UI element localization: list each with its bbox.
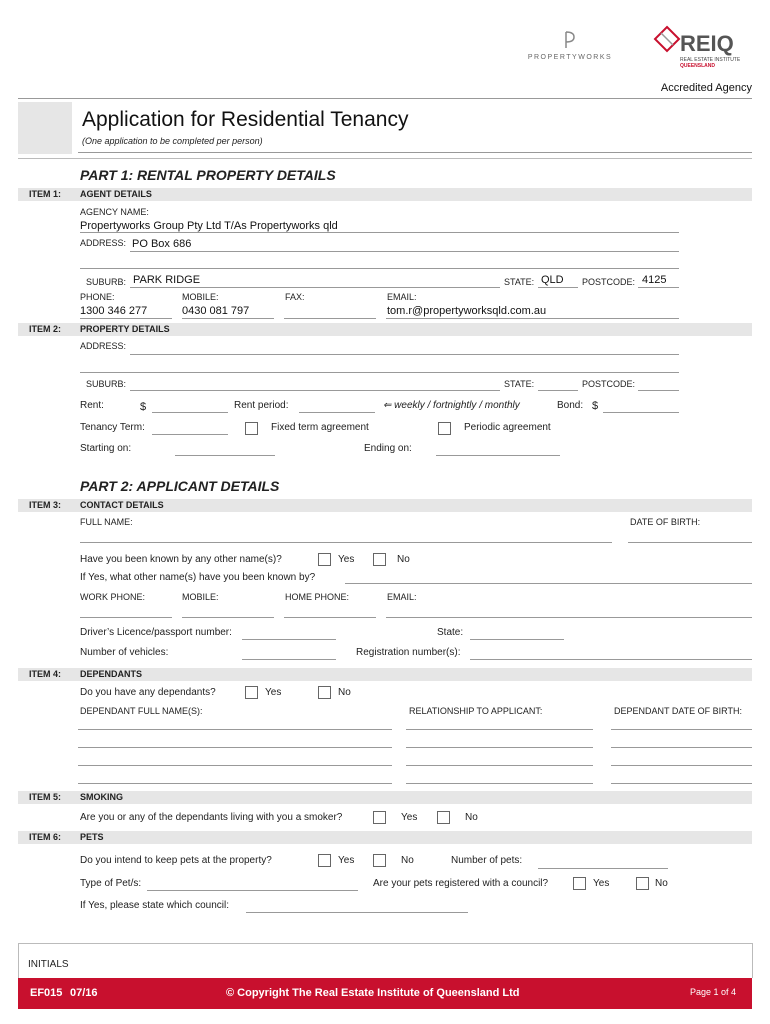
other-names-yes-checkbox[interactable] [318, 553, 331, 566]
dependant-name-line-3[interactable] [78, 765, 392, 766]
state-value[interactable]: QLD [541, 274, 564, 286]
propertyworks-logo [520, 30, 620, 61]
work-phone-label: WORK PHONE: [80, 592, 146, 602]
council-label: If Yes, please state which council: [80, 900, 229, 911]
item6-heading: PETS [80, 832, 104, 842]
initials-field[interactable] [80, 950, 750, 976]
fax-line[interactable] [284, 318, 376, 319]
suburb-label: SUBURB: [86, 277, 127, 287]
dependants-yes-checkbox[interactable] [245, 686, 258, 699]
licence-state-label: State: [437, 627, 464, 638]
council-line[interactable] [246, 912, 468, 913]
other-names-no-checkbox[interactable] [373, 553, 386, 566]
other-names-line[interactable] [345, 583, 752, 584]
title-rule-2 [18, 158, 752, 159]
other-names-no-label: No [397, 554, 410, 565]
dependants-question: Do you have any dependants? [80, 687, 216, 698]
item4-label: ITEM 4: [18, 668, 72, 681]
full-name-line[interactable] [80, 542, 612, 543]
smoker-no-checkbox[interactable] [437, 811, 450, 824]
pet-type-line[interactable] [147, 890, 358, 891]
page-number: Page 1 of 4 [690, 987, 737, 997]
dependant-dob-line-3[interactable] [611, 765, 752, 766]
property-postcode-line[interactable] [638, 390, 679, 391]
home-phone-line[interactable] [284, 617, 376, 618]
periodic-checkbox[interactable] [438, 422, 451, 435]
property-suburb-line[interactable] [130, 390, 500, 391]
vehicles-line[interactable] [242, 659, 336, 660]
mobile-line [182, 318, 274, 319]
suburb-value[interactable]: PARK RIDGE [133, 274, 201, 286]
pets-no-label: No [401, 855, 414, 866]
tenancy-term-label: Tenancy Term: [80, 422, 145, 433]
licence-label: Driver’s Licence/passport number: [80, 627, 232, 638]
mobile-value[interactable]: 0430 081 797 [182, 305, 250, 317]
pets-registered-no-label: No [655, 878, 668, 889]
postcode-label: POSTCODE: [582, 277, 636, 287]
dependants-no-checkbox[interactable] [318, 686, 331, 699]
dob-line[interactable] [628, 542, 752, 543]
dependant-dob-line-4[interactable] [611, 783, 752, 784]
ending-on-label: Ending on: [364, 443, 412, 454]
form-date: 07/16 [70, 987, 98, 999]
starting-on-line[interactable] [175, 455, 275, 456]
rent-period-label: Rent period: [234, 400, 289, 411]
property-address-label: ADDRESS: [80, 341, 127, 351]
item5-heading: SMOKING [80, 792, 124, 802]
applicant-email-line[interactable] [386, 617, 752, 618]
pets-question: Do you intend to keep pets at the property? [80, 855, 272, 866]
page-subtitle: (One application to be completed per person) [82, 136, 263, 146]
dependant-dob-col: DEPENDANT DATE OF BIRTH: [614, 706, 743, 716]
state-line [538, 287, 578, 288]
other-names-question: Have you been known by any other name(s)? [80, 554, 282, 565]
postcode-line [638, 287, 679, 288]
form-code: EF015 [30, 987, 63, 999]
agency-name-label: AGENCY NAME: [80, 207, 149, 217]
address-line-2 [80, 268, 679, 269]
item2-label: ITEM 2: [18, 323, 72, 336]
postcode-value[interactable]: 4125 [642, 274, 667, 286]
email-value[interactable]: tom.r@propertyworksqld.com.au [387, 305, 547, 317]
other-names-yes-label: Yes [338, 554, 355, 565]
dependant-relationship-line-3[interactable] [406, 765, 593, 766]
dependant-name-line-1[interactable] [78, 729, 392, 730]
licence-line[interactable] [242, 639, 336, 640]
page-title: Application for Residential Tenancy [82, 108, 409, 131]
reiq-logo-text: REIQ [680, 31, 734, 56]
dependants-no-label: No [338, 687, 351, 698]
accredited-agency: Accredited Agency [660, 82, 752, 94]
header-rule [18, 98, 752, 99]
dependants-yes-label: Yes [265, 687, 282, 698]
property-state-line[interactable] [538, 390, 578, 391]
reiq-diamond-icon [652, 25, 682, 55]
dependant-name-col: DEPENDANT FULL NAME(S): [80, 706, 203, 716]
item4-heading: DEPENDANTS [80, 669, 143, 679]
pet-type-label: Type of Pet/s: [80, 878, 142, 889]
registration-line[interactable] [470, 659, 752, 660]
suburb-line [130, 287, 500, 288]
smoker-yes-label: Yes [401, 812, 418, 823]
phone-label: PHONE: [80, 292, 115, 302]
licence-state-line[interactable] [470, 639, 564, 640]
email-line [386, 318, 679, 319]
propertyworks-logo-text: PROPERTYWORKS [527, 54, 613, 61]
footer-right-rule [752, 943, 753, 978]
pets-no-checkbox[interactable] [373, 854, 386, 867]
fixed-term-label: Fixed term agreement [271, 422, 369, 433]
dependant-name-line-2[interactable] [78, 747, 392, 748]
part1-title: PART 1: RENTAL PROPERTY DETAILS [80, 167, 336, 183]
num-pets-line[interactable] [538, 868, 668, 869]
initials-label: INITIALS [28, 959, 69, 970]
item5-bar [18, 791, 752, 804]
propertyworks-logo-icon [563, 30, 577, 50]
item5-label: ITEM 5: [18, 791, 72, 804]
starting-on-label: Starting on: [80, 443, 132, 454]
smoker-no-label: No [465, 812, 478, 823]
footer-left-rule [18, 943, 19, 978]
dependant-relationship-line-4[interactable] [406, 783, 593, 784]
property-postcode-label: POSTCODE: [582, 379, 636, 389]
part2-title: PART 2: APPLICANT DETAILS [80, 478, 280, 494]
rent-line[interactable] [152, 412, 228, 413]
property-suburb-label: SUBURB: [86, 379, 127, 389]
property-state-label: STATE: [504, 379, 535, 389]
title-side-block [18, 102, 72, 154]
title-rule [78, 152, 752, 153]
item1-label: ITEM 1: [18, 188, 72, 201]
item6-bar [18, 831, 752, 844]
reiq-logo [652, 25, 752, 85]
pets-yes-checkbox[interactable] [318, 854, 331, 867]
copyright: © Copyright The Real Estate Institute of Queensland Ltd [226, 987, 520, 999]
tenancy-term-line[interactable] [152, 434, 228, 435]
pets-yes-label: Yes [338, 855, 355, 866]
pets-registered-no-checkbox[interactable] [636, 877, 649, 890]
dependant-relationship-col: RELATIONSHIP TO APPLICANT: [409, 706, 543, 716]
pets-registered-yes-checkbox[interactable] [573, 877, 586, 890]
rent-label: Rent: [80, 400, 104, 411]
dob-label: DATE OF BIRTH: [630, 517, 701, 527]
phone-value[interactable]: 1300 346 277 [80, 305, 148, 317]
item3-label: ITEM 3: [18, 499, 72, 512]
agency-name-value[interactable]: Propertyworks Group Pty Ltd T/As Propertyworks qld [80, 220, 338, 232]
item6-label: ITEM 6: [18, 831, 72, 844]
item3-heading: CONTACT DETAILS [80, 500, 164, 510]
reiq-subtitle-2: QUEENSLAND [680, 63, 716, 69]
mobile-label: MOBILE: [182, 292, 219, 302]
registration-label: Registration number(s): [356, 647, 461, 658]
rent-period-line[interactable] [299, 412, 375, 413]
home-phone-label: HOME PHONE: [285, 592, 350, 602]
fixed-term-checkbox[interactable] [245, 422, 258, 435]
item1-heading: AGENT DETAILS [80, 189, 152, 199]
num-pets-label: Number of pets: [451, 855, 523, 866]
agency-name-line [80, 232, 679, 233]
phone-line [80, 318, 172, 319]
address-line [130, 251, 679, 252]
bond-dollar: $ [592, 400, 599, 412]
periodic-label: Periodic agreement [464, 422, 551, 433]
address-value[interactable]: PO Box 686 [132, 238, 192, 250]
smoker-yes-checkbox[interactable] [373, 811, 386, 824]
full-name-label: FULL NAME: [80, 517, 133, 527]
dependant-relationship-line-2[interactable] [406, 747, 593, 748]
smoker-question: Are you or any of the dependants living with you a smoker? [80, 812, 343, 823]
property-address-line[interactable] [130, 354, 679, 355]
applicant-email-label: EMAIL: [387, 592, 417, 602]
applicant-mobile-line[interactable] [182, 617, 274, 618]
other-names-if-yes: If Yes, what other name(s) have you been known by? [80, 572, 316, 583]
rent-dollar: $ [140, 401, 147, 413]
fax-label: FAX: [285, 292, 305, 302]
pets-registered-yes-label: Yes [593, 878, 610, 889]
email-label: EMAIL: [387, 292, 417, 302]
pets-registered-question: Are your pets registered with a council? [373, 878, 549, 889]
dependant-dob-line-1[interactable] [611, 729, 752, 730]
applicant-mobile-label: MOBILE: [182, 592, 219, 602]
dependant-dob-line-2[interactable] [611, 747, 752, 748]
ending-on-line[interactable] [436, 455, 560, 456]
property-address-line-2[interactable] [80, 372, 679, 373]
footer-rule [18, 943, 752, 944]
reiq-subtitle-1: REAL ESTATE INSTITUTE [680, 57, 741, 63]
state-label: STATE: [504, 277, 535, 287]
dependant-name-line-4[interactable] [78, 783, 392, 784]
dependant-relationship-line-1[interactable] [406, 729, 593, 730]
bond-label: Bond: [557, 400, 584, 411]
item2-heading: PROPERTY DETAILS [80, 324, 170, 334]
address-label: ADDRESS: [80, 238, 127, 248]
vehicles-label: Number of vehicles: [80, 647, 169, 658]
bond-line[interactable] [603, 412, 679, 413]
work-phone-line[interactable] [80, 617, 172, 618]
rent-period-options: ⇐ weekly / fortnightly / monthly [383, 400, 520, 411]
